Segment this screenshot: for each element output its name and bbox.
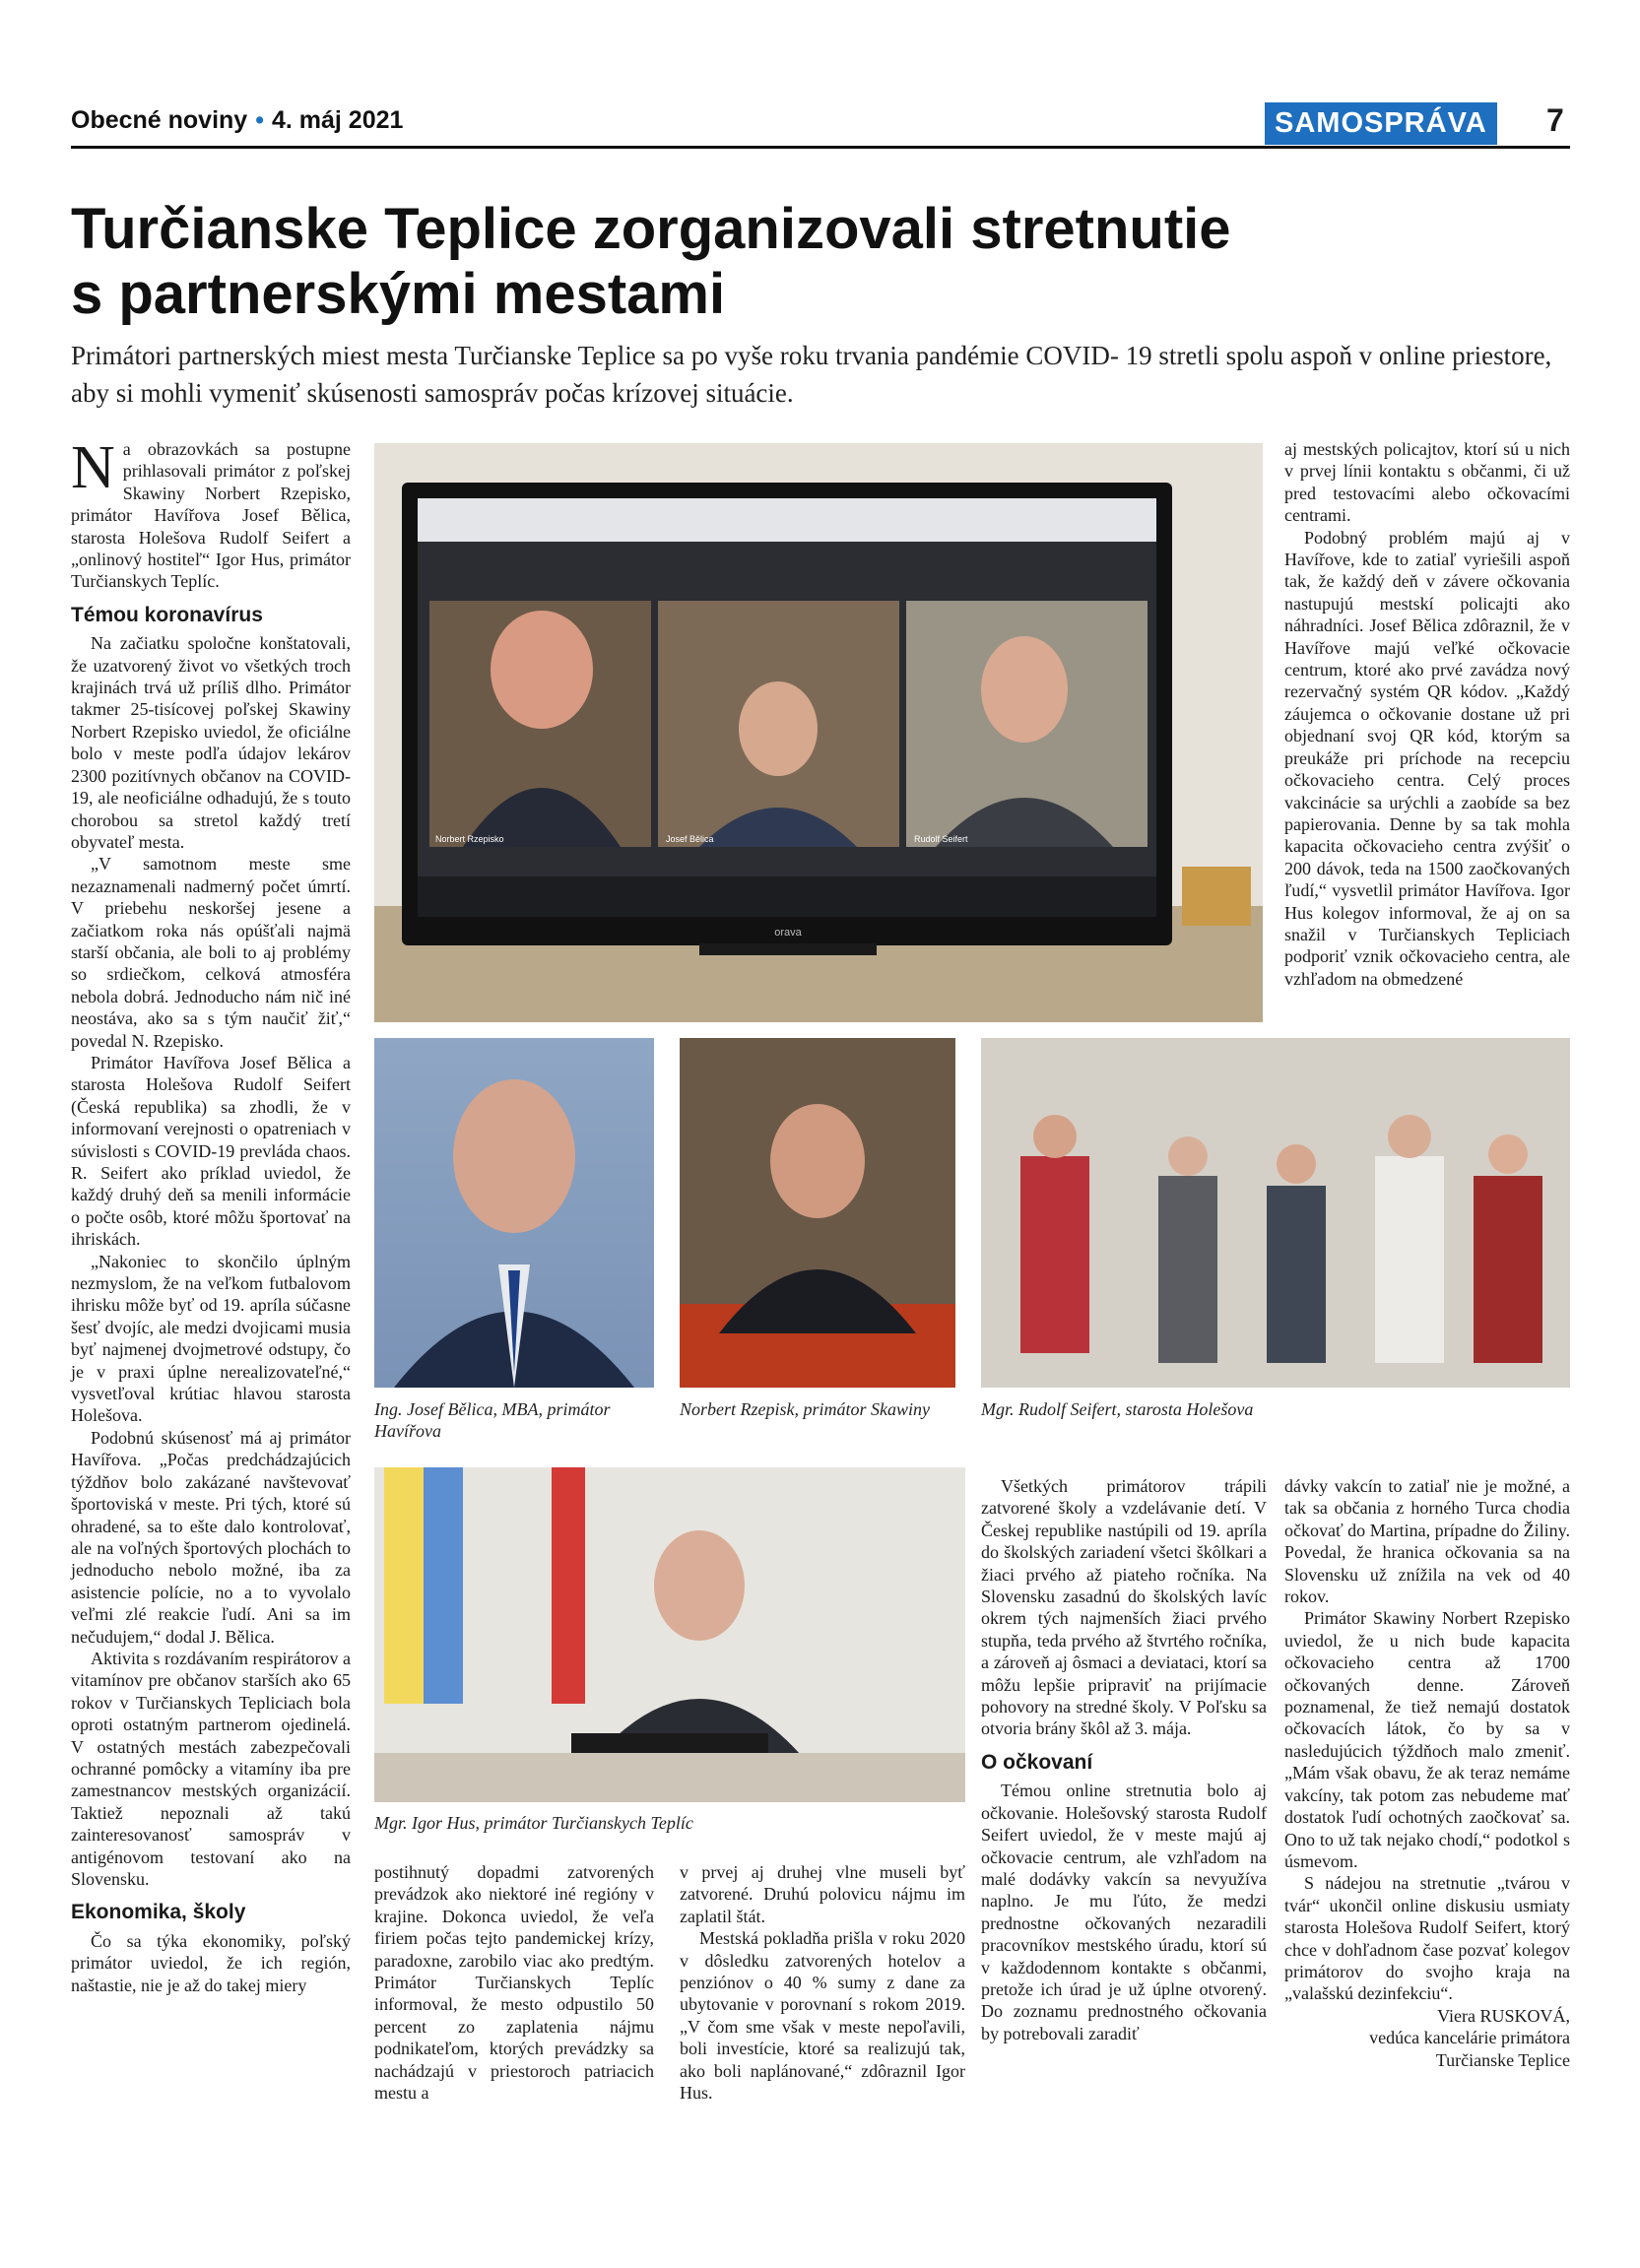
paragraph: „Nakoniec to skončilo úplným nezmyslom, že na veľkom futbalovom ihrisku môže byť od 19. apríla súčasne šesť dvojíc, ale medzi dvojicami musia byť najmenej dvojmetrové odstupy, čo je v praxi úplne nerealizovateľné,“ vysvetľoval krútiac hlavou starosta Holešova. (71, 1251, 351, 1426)
column-2-bottom (374, 1861, 654, 2104)
photo-portrait-rzepisko (680, 1038, 955, 1388)
author-name: Viera RUSKOVÁ, (1437, 2005, 1570, 2026)
paragraph: Všetkých primátorov trápili zatvorené školy a vzdelávanie detí. V Českej republike nastúpili od 19. apríla do školských zariadení všetci škôlkari a žiaci prvého až piateho ročníka. Na Slovensku zasadnú do školských lavíc okrem tých najmenších žiaci prvého stupňa, teda prvého až štvrtého ročníka, a zároveň aj ôsmaci a deviataci, ktorí sa môžu lepšie pripraviť na prijímacie pohovory na stredné školy. V Poľsku sa otvoria brány škôl až 3. mája. (981, 1476, 1267, 1739)
column-5-bottom (1284, 1475, 1570, 2071)
subheading: Ekonomika, školy (71, 1901, 246, 1924)
paragraph: Podobnú skúsenosť má aj primátor Havířova. „Počas predchádzajúcich týždňov bolo zakázané navštevovať športoviská v meste. Pri tých, ktoré sú ohradené, sa to ešte dalo kontrolovať, ale na voľných športových plochách to jednoducho nebolo možné, iba za asistencie polície, no a to vyvolalo veľmi zlé reakcie ľudí. Ani sa im nečudujem,“ dodal J. Bělica. (71, 1427, 351, 1647)
tv-brand: orava (774, 927, 802, 939)
photo-portrait-hus (374, 1467, 965, 1802)
portrait-illustration (374, 1038, 654, 1388)
newspaper-name: Obecné noviny (71, 106, 248, 134)
portrait-illustration (374, 1467, 965, 1802)
paragraph: Na začiatku spoločne konštatovali, že uzatvorený život vo všetkých troch krajinách trvá už príliš dlho. Primátor takmer 25-tisícovej poľskej Skawiny Norbert Rzepisko uviedol, že oficiálne bolo v meste podľa údajov lekárov 2300 pozitívnych občanov na COVID-19, ale neoficiálne odhadujú, že s touto chorobou sa stretol každý tretí obyvateľ mesta. (71, 633, 351, 852)
subheading: Témou koronavírus (71, 603, 263, 626)
section-label: SAMOSPRÁVA (1265, 102, 1497, 145)
column-4 (981, 1475, 1267, 2044)
group-illustration (981, 1038, 1570, 1388)
paragraph: Témou online stretnutia bolo aj očkovanie. Holešovský starosta Rudolf Seifert uviedol, že v meste majú aj očkovacie centrum, ale vzhľadom na malé dodávky vakcín sa nevyužíva naplno. Je mu ľúto, že medzi prednostne očkovaných nezaradili pracovníkov mestského úradu, ktorí sú v každodennom kontakte s občanmi, pretože ich úrad je už úplne otvorený. Do zoznamu prednostného očkovania by potrebovali zaradiť (981, 1781, 1267, 2043)
author-role: vedúca kancelárie primátora (1369, 2028, 1570, 2048)
header-rule (71, 146, 1570, 149)
paragraph: Primátor Havířova Josef Bělica a starosta Holešova Rudolf Seifert (Česká republika) sa zhodli, že v informovaní verejnosti o opatreniach v súvislosti s COVID-19 prevláda chaos. R. Seifert ako príklad uviedol, že každý druhý deň sa menili informácie o počte osôb, ktoré môžu športovať na ihriskách. (71, 1052, 351, 1250)
paragraph: v prvej aj druhej vlne museli byť zatvorené. Druhú polovicu nájmu im zaplatil štát. (680, 1862, 965, 1926)
caption-rzepisko: Norbert Rzepisk, primátor Skawiny (680, 1399, 930, 1419)
drop-cap: N (71, 434, 115, 501)
paragraph: „V samotnom meste sme nezaznamenali nadmerný počet úmrtí. V priebehu neskoršej jesene a začiatkom roka nás opúšťali najmä starší občania, ale boli to aj problémy so srdiečkom, celková atmosféra nebola dobrá. Jednoducho nám nič iné neostáva, ako sa s tým naučiť žiť,“ povedal N. Rzepisko. (71, 854, 351, 1051)
headline-line-2: s partnerskými mestami (71, 262, 726, 326)
photo-group-seifert (981, 1038, 1570, 1388)
paragraph: Čo sa týka ekonomiky, poľský primátor uviedol, že ich región, naštastie, nie je až do takej miery (71, 1930, 351, 1995)
separator-dot: • (255, 106, 264, 134)
video-tile-label: Rudolf Seifert (914, 834, 968, 844)
paragraph: postihnutý dopadmi zatvorených prevádzok ako niektoré iné regióny v krajine. Dokonca uviedol, že veľa firiem počas tejto pandemickej krízy, paradoxne, zarobilo viac ako predtým. Primátor Turčianskych Teplíc informoval, že mesto odpustilo 50 percent zo zaplatenia nájmu podnikateľom, ktorých prevádzky sa nachádzajú v priestoroch patriacich mestu a (374, 1862, 654, 2104)
video-tile-label: Norbert Rzepisko (435, 834, 504, 844)
paragraph: Aktivita s rozdávaním respirátorov a vitamínov pre občanov starších ako 65 rokov v Turčianskych Tepliciach bola oproti ostatným partnerom ojedinelá. V ostatných mestách zabezpečovali ochranné pomôcky a vitamíny iba pre zamestnancov mestských organizácií. Taktiež nepoznali až takú zainteresovanosť samospráv v antigénovom testovaní ako na Slovensku. (71, 1648, 351, 1889)
author-org: Turčianske Teplice (1435, 2049, 1570, 2070)
video-tile-label: Josef Bělica (666, 834, 714, 844)
column-3-bottom (680, 1861, 965, 2104)
article-headline (71, 197, 1570, 327)
paragraph: Podobný problém majú aj v Havířove, kde to zatiaľ vyriešili aspoň tak, že každý deň v závere očkovania nastupujú mestskí policajti ako náhradníci. Josef Bělica zdôraznil, že v Havířove majú veľké očkovacie centrum, ktoré ako prvé zavádza nový rezervačný systém QR kódov. „Každý záujemca o očkovanie dostane už pri objednaní svoj QR kód, ktorým sa preukáže pri príchode na recepciu očkovacieho centra. Celý proces vakcinácie sa urýchli a zaobíde sa bez papierovania. Denne by sa tak mohla kapacita očkovacieho centra zvýšiť o 200 dávok, teda na 1500 zaočkovaných ľudí,“ vysvetlil primátor Havířova. Igor Hus kolegov informoval, že aj on sa snažil v Turčianskych Tepliciach podporiť vznik očkovacieho centra, ale vzhľadom na obmedzené (1284, 527, 1570, 989)
paragraph: dávky vakcín to zatiaľ nie je možné, a tak sa občania z horného Turca chodia očkovať do Martina, prípadne do Žiliny. Povedal, že hranica očkovania sa na Slovensku už znížila na vek od 40 rokov. (1284, 1476, 1570, 1607)
article-lead: Primátori partnerských miest mesta Turčianske Teplice sa po vyše roku trvania pandémie COVID- 19 stretli spolu aspoň v online priestore, aby si mohli vymeniť skúsenosti samospráv počas krízovej situácie. (71, 341, 1552, 408)
paragraph: Primátor Skawiny Norbert Rzepisko uviedol, že u nich bude kapacita očkovacieho centra až 1700 očkovaných denne. Zároveň poznamenal, že tiež nemajú dostatok očkovacích látok, čo by sa v nasledujúcich týždňoch malo zmeniť. „Mám však obavu, že ak teraz nemáme vakcíny, tak potom zas nebudeme mať dostatok ľudí ochotných zaočkovať sa. Ono to už tak nejako chodí,“ podotkol s úsmevom. (1284, 1608, 1570, 1871)
headline-line-1: Turčianske Teplice zorganizovali stretnutie (71, 197, 1231, 261)
paragraph: aj mestských policajtov, ktorí sú u nich v prvej línii kontaktu s občanmi, či už pred testovacími alebo očkovacími centrami. (1284, 439, 1570, 526)
column-1 (71, 434, 351, 1996)
caption-seifert: Mgr. Rudolf Seifert, starosta Holešova (981, 1399, 1254, 1419)
tv-illustration (374, 443, 1263, 1022)
issue-date: 4. máj 2021 (271, 106, 404, 134)
caption-hus: Mgr. Igor Hus, primátor Turčianskych Teplíc (374, 1813, 693, 1833)
paragraph: Na obrazovkách sa postupne prihlasovali primátor z poľskej Skawiny Norbert Rzepisko, primátor Havířova Josef Bělica, starosta Holešova Rudolf Seifert a „onlinový hostiteľ“ Igor Hus, primátor Turčianskych Teplíc. (71, 434, 351, 592)
column-5-top (1284, 438, 1570, 990)
portrait-illustration (680, 1038, 955, 1388)
masthead (71, 106, 403, 135)
page-number: 7 (1546, 102, 1564, 138)
photo-video-conference (374, 443, 1263, 1022)
photo-portrait-belica (374, 1038, 654, 1388)
paragraph: S nádejou na stretnutie „tvárou v tvár“ ukončil online diskusiu usmiaty starosta Holešova Rudolf Seifert, ktorý chce v dohľadnom čase pozvať kolegov primátorov do svojho kraja na „valašskú dezinfekciu“. (1284, 1873, 1570, 2004)
paragraph: Mestská pokladňa prišla v roku 2020 v dôsledku zatvorených hotelov a penziónov o 40 % sumy z dane za ubytovanie v porovnaní s rokom 2019. „V čom sme však v meste nepoľavili, boli investície, ktoré sa realizujú tak, ako boli naplánované,“ zdôraznil Igor Hus. (680, 1928, 965, 2104)
subheading: O očkovaní (981, 1750, 1093, 1774)
caption-belica: Ing. Josef Bělica, MBA, primátor Havířova (374, 1399, 611, 1441)
